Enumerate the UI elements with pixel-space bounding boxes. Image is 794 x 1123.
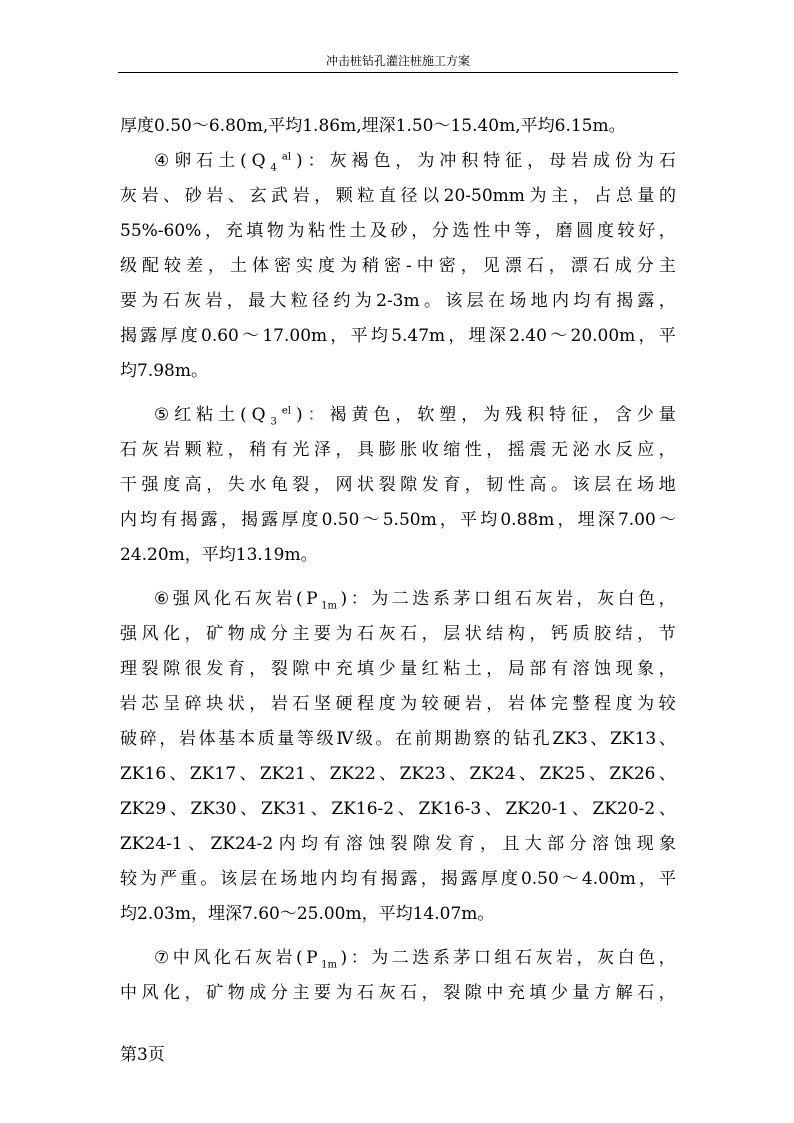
text-line: ⑥ 强 风 化 石 灰 岩 ( P $_{1m}$ ) ： 为 二 迭 系 茅 口 组 石 灰 岩 ， 灰 白 色 ，	[154, 589, 676, 612]
text-line: ZK24-1 、 ZK24-2 内 均 有 溶 蚀 裂 隙 发 育 ， 且 大 部 分 溶 蚀 现 象	[120, 834, 676, 854]
text-line: ZK29 、 ZK30 、 ZK31 、 ZK16-2 、 ZK16-3 、 ZK20-1 、 ZK20-2 、	[120, 799, 676, 819]
text-line: 55%-60% ， 充 填 物 为 粘 性 土 及 砂 ， 分 选 性 中 等 ， 磨 圆 度 较 好 ，	[120, 221, 676, 241]
text-line: 揭 露 厚 度 0.60 ～ 17.00m ， 平 均 5.47m ， 埋 深 2.40 ～ 20.00m ， 平	[120, 326, 676, 346]
text-line: ⑤ 红 粘 土 ( Q $_3$ $^{el}$ ) ： 褐 黄 色 ， 软 塑 ， 为 残 积 特 征 ， 含 少 量	[154, 405, 676, 428]
text-line: 岩 芯 呈 碎 块 状 ， 岩 石 坚 硬 程 度 为 较 硬 岩 ， 岩 体 完 整 程 度 为 较	[120, 694, 676, 714]
page-number: 第3页	[120, 1045, 165, 1065]
text-line: 均2.03m，埋深7.60～25.00m，平均14.07m。	[120, 904, 495, 924]
text-line: 石 灰 岩 颗 粒 ， 稍 有 光 泽 ， 具 膨 胀 收 缩 性 ， 摇 震 无 泌 水 反 应 ，	[120, 440, 676, 460]
text-line: 破 碎 ， 岩 体 基 本 质 量 等 级 Ⅳ 级 。 在 前 期 勘 察 的 钻 孔 ZK3 、 ZK13 、	[120, 729, 676, 749]
text-line: 内 均 有 揭 露 ， 揭 露 厚 度 0.50 ～ 5.50m ， 平 均 0.88m ， 埋 深 7.00 ～	[120, 510, 676, 530]
text-line: 级 配 较 差 ， 土 体 密 实 度 为 稍 密 - 中 密 ， 见 漂 石 ， 漂 石 成 分 主	[120, 256, 676, 276]
text-line: 较 为 严 重 。 该 层 在 场 地 内 均 有 揭 露 ， 揭 露 厚 度 0.50 ～ 4.00m ， 平	[120, 869, 676, 889]
header-divider	[118, 72, 678, 73]
text-line: 24.20m，平均13.19m。	[120, 545, 318, 565]
text-line: 干 强 度 高 ， 失 水 龟 裂 ， 网 状 裂 隙 发 育 ， 韧 性 高 。 该 层 在 场 地	[120, 475, 676, 495]
text-line: 中 风 化 ， 矿 物 成 分 主 要 为 石 灰 石 ， 裂 隙 中 充 填 少 量 方 解 石 ，	[120, 983, 676, 1003]
text-line: 理 裂 隙 很 发 育 ， 裂 隙 中 充 填 少 量 红 粘 土 ， 局 部 有 溶 蚀 现 象 ，	[120, 659, 676, 679]
text-line: ZK16 、 ZK17 、 ZK21 、 ZK22 、 ZK23 、 ZK24 、 ZK25 、 ZK26 、	[120, 764, 676, 784]
text-line: 要 为 石 灰 岩 ， 最 大 粒 径 约 为 2-3m 。 该 层 在 场 地 内 均 有 揭 露 ，	[120, 291, 676, 311]
text-line: 强 风 化 ， 矿 物 成 分 主 要 为 石 灰 石 ， 层 状 结 构 ， 钙 质 胶 结 ， 节	[120, 624, 676, 644]
text-line: 均7.98m。	[120, 361, 208, 381]
page-header-title: 冲击桩钻孔灌注桩施工方案	[325, 54, 470, 68]
text-line: ④ 卵 石 土 ( Q $_4$ $^{al}$ ) ： 灰 褐 色 ， 为 冲 积 特 征 ， 母 岩 成 份 为 石	[154, 151, 676, 174]
text-line: 灰 岩 、 砂 岩 、 玄 武 岩 ， 颗 粒 直 径 以 20-50mm 为 主 ， 占 总 量 的	[120, 186, 676, 206]
text-line: ⑦ 中 风 化 石 灰 岩 ( P $_{1m}$ ) ： 为 二 迭 系 茅 口 组 石 灰 岩 ， 灰 白 色 ，	[154, 948, 676, 971]
text-line: 厚度0.50～6.80m,平均1.86m,埋深1.50～15.40m,平均6.15m。	[120, 116, 626, 136]
